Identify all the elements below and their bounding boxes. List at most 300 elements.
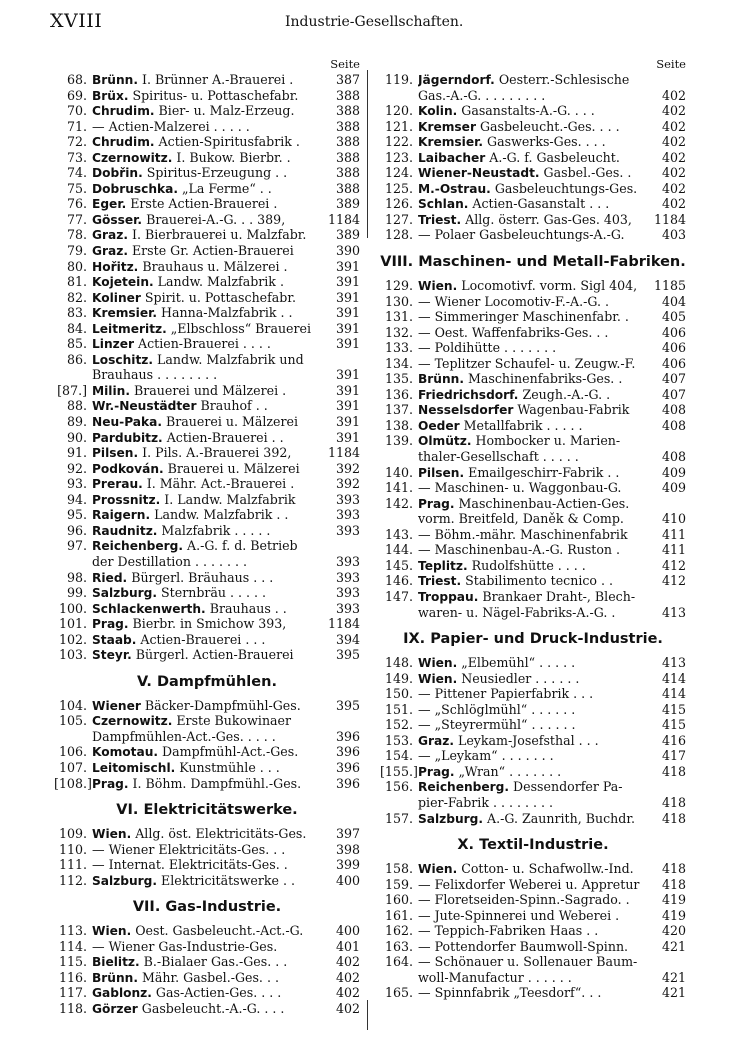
- index-entry: [380, 589, 686, 620]
- entry-description: „Elbemühl“ . . . . .: [457, 655, 576, 671]
- company-location: Reichenberg.: [92, 539, 184, 554]
- entry-text: [92, 939, 333, 955]
- page-ref: 388: [335, 180, 360, 196]
- entry-text: [92, 274, 333, 291]
- page-ref: 409: [661, 464, 686, 480]
- entry-number: 160.: [384, 892, 413, 908]
- entry-description-continued: Gas.-A.-G. . . . . . . . .: [418, 87, 546, 103]
- company-location: Brünn.: [92, 970, 138, 985]
- page-ref: 391: [335, 414, 360, 430]
- entry-description: Spiritus-Erzeugung . .: [142, 165, 288, 181]
- entry-number: 112.: [58, 872, 87, 888]
- company-location: Graz.: [92, 244, 128, 259]
- entry-number: [108.]: [54, 775, 92, 791]
- index-entry: [380, 748, 686, 764]
- company-location: Leitomischl.: [92, 760, 176, 775]
- page-ref: 402: [661, 165, 686, 181]
- page-ref: 393: [335, 569, 360, 585]
- page-ref: 393: [335, 522, 360, 538]
- index-entry: [380, 227, 686, 243]
- page-ref: 391: [335, 336, 360, 352]
- index-entry: [380, 387, 686, 403]
- index-entry: [380, 655, 686, 671]
- page-ref: 391: [335, 382, 360, 398]
- company-location: Triest.: [418, 574, 462, 589]
- page-ref: 394: [335, 631, 360, 647]
- page-ref: 402: [661, 87, 686, 103]
- entry-description: Oesterr.-Schlesische: [494, 72, 630, 87]
- entry-number: 136.: [384, 386, 413, 402]
- entry-description: Gasbel.-Ges. .: [539, 165, 632, 181]
- page-ref: 402: [661, 196, 686, 212]
- index-entry: [54, 1001, 360, 1017]
- entry-text: [92, 538, 360, 555]
- entry-text: [418, 387, 659, 404]
- entry-text: [418, 480, 659, 496]
- company-location: Steyr.: [92, 648, 132, 663]
- index-entry: [54, 165, 360, 181]
- entry-description: — „Schlöglmühl“ . . . . . .: [418, 701, 576, 717]
- entry-text: [92, 873, 333, 890]
- entry-text: [418, 589, 686, 606]
- entry-text: [92, 476, 333, 493]
- section-heading: VI. Elektricitätswerke.: [116, 802, 298, 819]
- entry-text: [92, 336, 333, 353]
- entry-text: [92, 616, 325, 633]
- index-entry: [380, 779, 686, 810]
- entry-text: [92, 321, 333, 338]
- entry-number: 114.: [58, 938, 87, 954]
- page-ref: 393: [335, 507, 360, 523]
- entry-number: 91.: [66, 445, 87, 461]
- entry-description: I. Bierbrauerei u. Malzfabr.: [127, 227, 307, 243]
- entry-number: 137.: [384, 402, 413, 418]
- entry-text: [92, 305, 333, 322]
- entry-description: Metallfabrik . . . . .: [459, 417, 583, 433]
- entry-description-continued: Brauhaus . . . . . . . .: [92, 367, 218, 383]
- page-ref: 412: [661, 573, 686, 589]
- entry-description: Maschinenfabriks-Ges. .: [463, 371, 623, 387]
- company-location: Kremser: [418, 119, 476, 134]
- company-location: Podkován.: [92, 461, 164, 476]
- entry-text: [92, 585, 333, 602]
- page-ref: 402: [335, 969, 360, 985]
- index-entry: [54, 744, 360, 760]
- index-entry: [54, 616, 360, 632]
- entry-number: 142.: [384, 495, 413, 511]
- entry-description: — Poldihütte . . . . . . .: [418, 340, 557, 356]
- entry-number: 70.: [66, 103, 87, 119]
- index-entry: [380, 496, 686, 527]
- company-location: Schlackenwerth.: [92, 601, 206, 616]
- index-entry: [54, 939, 360, 955]
- page-ref: 397: [335, 826, 360, 842]
- entry-number: 120.: [384, 103, 413, 119]
- index-entry: [54, 857, 360, 873]
- entry-text: [92, 1001, 333, 1018]
- entry-description: Brauerei u. Mälzerei: [162, 414, 298, 430]
- entry-text: [418, 72, 686, 89]
- entry-number: 110.: [58, 841, 87, 857]
- entry-continuation: [380, 88, 686, 104]
- entry-number: 86.: [66, 351, 87, 367]
- entry-description: A.-G. f. d. Betrieb: [183, 538, 298, 554]
- entry-description: Landw. Malzfabrik . .: [150, 507, 289, 523]
- entry-text: [92, 570, 333, 587]
- entry-number: 109.: [58, 826, 87, 842]
- entry-text: [418, 985, 659, 1001]
- entry-text: [418, 496, 686, 513]
- entry-text: [92, 776, 333, 793]
- index-entry: [54, 585, 360, 601]
- company-location: Milin.: [92, 383, 130, 398]
- entry-description: — Jute-Spinnerei und Weberei .: [418, 907, 620, 923]
- entry-number: 130.: [384, 293, 413, 309]
- entry-text: [418, 861, 659, 878]
- entry-description: Cotton- u. Schafwollw.-Ind.: [457, 861, 634, 877]
- company-location: Reichenberg.: [418, 780, 510, 795]
- entry-text: [418, 181, 659, 198]
- company-location: Czernowitz.: [92, 714, 173, 729]
- index-entry: [380, 325, 686, 341]
- index-entry: [54, 954, 360, 970]
- entry-number: 127.: [384, 211, 413, 227]
- entry-number: 81.: [66, 274, 87, 290]
- entry-text: [92, 713, 360, 730]
- entry-continuation: [380, 449, 686, 465]
- company-location: Chrudim.: [92, 104, 155, 119]
- entry-number: 118.: [58, 1000, 87, 1016]
- page-ref: 391: [335, 320, 360, 336]
- index-entry: [54, 601, 360, 617]
- entry-number: [87.]: [57, 382, 87, 398]
- page-ref: 406: [661, 340, 686, 356]
- page-ref: 402: [661, 103, 686, 119]
- entry-description: Dessendorfer Pa-: [509, 779, 623, 795]
- index-entry: [380, 811, 686, 827]
- entry-text: [418, 717, 659, 733]
- entry-description: Actien-Spiritusfabrik .: [154, 134, 300, 150]
- page-ref: 393: [335, 553, 360, 569]
- index-entry: [54, 212, 360, 228]
- entry-text: [418, 278, 651, 295]
- entry-text: [418, 227, 659, 243]
- entry-continuation: [380, 795, 686, 811]
- index-entry: [380, 702, 686, 718]
- entry-number: 139.: [384, 433, 413, 449]
- entry-description: Bier- u. Malz-Erzeug.: [154, 103, 295, 119]
- index-entry: [54, 507, 360, 523]
- entry-text: [418, 686, 659, 702]
- page-ref: 418: [661, 794, 686, 810]
- entry-description: Actien-Brauerei . . . .: [134, 336, 271, 352]
- entry-text: [92, 507, 333, 524]
- entry-continuation: [380, 605, 686, 621]
- entry-number: 105.: [58, 713, 87, 729]
- company-location: Gablonz.: [92, 986, 152, 1001]
- entry-number: 124.: [384, 165, 413, 181]
- entry-number: 82.: [66, 289, 87, 305]
- entry-description: Oest. Gasbeleucht.-Act.-G.: [131, 923, 304, 939]
- page-ref: 408: [661, 417, 686, 433]
- index-entry: [54, 632, 360, 648]
- index-entry: [380, 923, 686, 939]
- entry-number: 97.: [66, 538, 87, 554]
- entry-number: 158.: [384, 861, 413, 877]
- entry-text: [418, 371, 659, 388]
- entry-description: Gasanstalts-A.-G. . . .: [457, 103, 595, 119]
- index-entry: [380, 356, 686, 372]
- index-entry: [380, 939, 686, 955]
- index-entry: [380, 573, 686, 589]
- page-ref: 395: [335, 647, 360, 663]
- entry-description: Erste Gr. Actien-Brauerei: [127, 243, 294, 259]
- entry-number: 163.: [384, 938, 413, 954]
- entry-description: Actien-Brauerei . . .: [136, 631, 266, 647]
- entry-number: 74.: [66, 165, 87, 181]
- entry-number: 85.: [66, 336, 87, 352]
- company-location: Schlan.: [418, 197, 469, 212]
- index-entry: [54, 985, 360, 1001]
- company-location: Graz.: [418, 733, 454, 748]
- page-ref: 411: [661, 542, 686, 558]
- entry-text: [92, 414, 333, 431]
- entry-number: 104.: [58, 697, 87, 713]
- entry-number: 121.: [384, 118, 413, 134]
- index-entry: [54, 538, 360, 569]
- entry-number: 134.: [384, 355, 413, 371]
- index-entry: [54, 698, 360, 714]
- index-entry: [54, 398, 360, 414]
- entry-text: [418, 309, 659, 325]
- index-entry: [54, 842, 360, 858]
- entry-line: [380, 779, 686, 795]
- entry-description: — Pittener Papierfabrik . . .: [418, 686, 594, 702]
- page-ref: 414: [661, 670, 686, 686]
- page-ref: 420: [661, 923, 686, 939]
- entry-number: 93.: [66, 476, 87, 492]
- page-ref: 408: [661, 402, 686, 418]
- page-ref: 392: [335, 476, 360, 492]
- entry-text: [92, 352, 360, 369]
- page-ref: 391: [335, 274, 360, 290]
- index-entry: [54, 570, 360, 586]
- index-entry: [54, 103, 360, 119]
- page-ref: 402: [335, 954, 360, 970]
- entry-number: 88.: [66, 398, 87, 414]
- entry-text: [92, 165, 333, 182]
- entry-number: [155.]: [380, 763, 418, 779]
- entry-number: 92.: [66, 460, 87, 476]
- page-ref: 409: [661, 480, 686, 496]
- page-ref: 393: [335, 600, 360, 616]
- page-ref: 389: [335, 227, 360, 243]
- page-ref: 393: [335, 585, 360, 601]
- index-entry: [54, 196, 360, 212]
- entry-number: 161.: [384, 907, 413, 923]
- company-location: Prag.: [92, 776, 129, 791]
- entry-description: — Simmeringer Maschinenfabr. .: [418, 309, 629, 325]
- index-entry: [54, 352, 360, 383]
- company-location: Brüx.: [92, 88, 129, 103]
- page-ref: 411: [661, 526, 686, 542]
- company-location: Jägerndorf.: [418, 73, 495, 87]
- index-entry: [380, 212, 686, 228]
- entry-number: 76.: [66, 196, 87, 212]
- entry-description-continued: waren- u. Nägel-Fabriks-A.-G. .: [418, 604, 616, 620]
- company-location: Hořitz.: [92, 259, 139, 274]
- entry-number: 80.: [66, 258, 87, 274]
- entry-text: [418, 892, 659, 908]
- page-ref: 418: [661, 861, 686, 877]
- entry-number: 146.: [384, 573, 413, 589]
- index-entry: [380, 340, 686, 356]
- company-location: Linzer: [92, 337, 134, 352]
- page-ref: 396: [335, 744, 360, 760]
- index-entry: [54, 383, 360, 399]
- company-location: Wien.: [92, 924, 132, 939]
- company-location: Wien.: [418, 279, 458, 294]
- entry-text: [92, 970, 333, 987]
- entry-description: — Oest. Waffenfabriks-Ges. . .: [418, 324, 609, 340]
- entry-text: [92, 857, 333, 873]
- entry-number: 135.: [384, 371, 413, 387]
- entry-description: Leykam-Josefsthal . . .: [453, 732, 599, 748]
- company-location: Koliner: [92, 290, 141, 305]
- entry-text: [92, 383, 333, 400]
- page-ref: 419: [661, 892, 686, 908]
- index-entry: [380, 119, 686, 135]
- page-ref: 391: [335, 305, 360, 321]
- company-location: Brünn.: [92, 73, 138, 87]
- page-ref: 418: [661, 876, 686, 892]
- entry-text: [418, 573, 659, 590]
- entry-description-continued: Dampfmühlen-Act.-Ges. . . . .: [92, 728, 276, 744]
- entry-description: — Teppich-Fabriken Haas . .: [418, 923, 599, 939]
- entry-description: Actien-Brauerei . .: [162, 429, 284, 445]
- index-entry: [380, 717, 686, 733]
- entry-description: Landw. Malzfabrik und: [153, 351, 304, 367]
- entry-number: 157.: [384, 810, 413, 826]
- index-entry: [54, 134, 360, 150]
- page-ref: 418: [661, 763, 686, 779]
- page-ref: 415: [661, 717, 686, 733]
- company-location: Wiener-Neustadt.: [418, 166, 540, 181]
- entry-text: [92, 88, 333, 105]
- entry-description: Wagenbau-Fabrik: [513, 402, 630, 418]
- index-entry: [54, 647, 360, 663]
- entry-line: [380, 433, 686, 449]
- page-ref: 391: [335, 429, 360, 445]
- index-entry: [380, 402, 686, 418]
- page-ref: 396: [335, 775, 360, 791]
- entry-description-continued: pier-Fabrik . . . . . . . .: [418, 794, 554, 810]
- entry-description: Gaswerks-Ges. . . .: [483, 134, 606, 150]
- page-ref: 402: [335, 1000, 360, 1016]
- entry-description: Brauerei u. Mälzerei: [163, 460, 300, 476]
- company-location: Komotau.: [92, 745, 159, 760]
- entry-description: — Floretseiden-Spinn.-Sagrado. .: [418, 892, 630, 908]
- entry-number: 128.: [384, 227, 413, 243]
- index-entry: [380, 72, 686, 103]
- company-location: Leitmeritz.: [92, 321, 167, 336]
- company-location: Chrudim.: [92, 135, 155, 150]
- entry-description: Dampfmühl-Act.-Ges.: [158, 744, 299, 760]
- entry-description: Allg. öst. Elektricitäts-Ges.: [131, 826, 307, 842]
- entry-text: [418, 212, 651, 229]
- company-location: Brünn.: [418, 372, 464, 387]
- entry-description: — Felixdorfer Weberei u. Appretur: [418, 876, 640, 892]
- index-entry: [380, 480, 686, 496]
- company-location: Ried.: [92, 570, 128, 585]
- page-ref: 407: [661, 386, 686, 402]
- entry-number: 115.: [58, 954, 87, 970]
- entry-number: 106.: [58, 744, 87, 760]
- page-ref: 402: [661, 149, 686, 165]
- entry-number: 103.: [58, 647, 87, 663]
- entry-number: 119.: [384, 72, 413, 87]
- entry-number: 151.: [384, 701, 413, 717]
- page-ref: 403: [661, 227, 686, 243]
- company-location: Salzburg.: [92, 586, 158, 601]
- entry-description: Brauhaus u. Mälzerei .: [138, 258, 288, 274]
- page-ref: 391: [335, 258, 360, 274]
- page-number: XVIII: [50, 10, 103, 32]
- index-entry: [54, 970, 360, 986]
- page-ref: 402: [335, 985, 360, 1001]
- entry-number: 100.: [58, 600, 87, 616]
- index-entry: [380, 892, 686, 908]
- page-ref: 1185: [653, 278, 686, 294]
- entry-description: Allg. österr. Gas-Ges. 403,: [461, 211, 632, 227]
- index-entry: [380, 181, 686, 197]
- entry-number: 71.: [66, 118, 87, 134]
- entry-text: [418, 811, 659, 828]
- page-ref: 405: [661, 309, 686, 325]
- column-divider-bottom: [367, 1000, 368, 1030]
- index-entry: [54, 461, 360, 477]
- page-ref: 388: [335, 134, 360, 150]
- page-ref: 406: [661, 355, 686, 371]
- page-title: Industrie-Gesellschaften.: [285, 14, 464, 30]
- entry-text: [92, 601, 333, 618]
- page-ref: 421: [661, 985, 686, 1001]
- entry-text: [418, 702, 659, 718]
- entry-line: [54, 538, 360, 554]
- entry-number: 162.: [384, 923, 413, 939]
- index-entry: [380, 433, 686, 464]
- entry-description: „Wran“ . . . . . . .: [454, 763, 562, 779]
- entry-text: [92, 647, 333, 664]
- entry-text: [92, 954, 333, 971]
- entry-description: — Wiener Gas-Industrie-Ges.: [92, 938, 278, 954]
- entry-number: 69.: [66, 87, 87, 103]
- entry-number: 164.: [384, 954, 413, 970]
- entry-number: 145.: [384, 557, 413, 573]
- entry-text: [92, 698, 333, 715]
- entry-number: 156.: [384, 779, 413, 795]
- entry-description-continued: vorm. Breitfeld, Daněk & Comp.: [418, 511, 624, 527]
- left-column: [54, 56, 360, 1017]
- page-ref: 415: [661, 701, 686, 717]
- entry-text: [418, 558, 659, 575]
- index-entry: [380, 371, 686, 387]
- page-ref: 396: [335, 759, 360, 775]
- entry-number: 78.: [66, 227, 87, 243]
- entry-description: I. Landw. Malzfabrik: [160, 491, 296, 507]
- page-ref: 416: [661, 732, 686, 748]
- company-location: Gösser.: [92, 212, 143, 227]
